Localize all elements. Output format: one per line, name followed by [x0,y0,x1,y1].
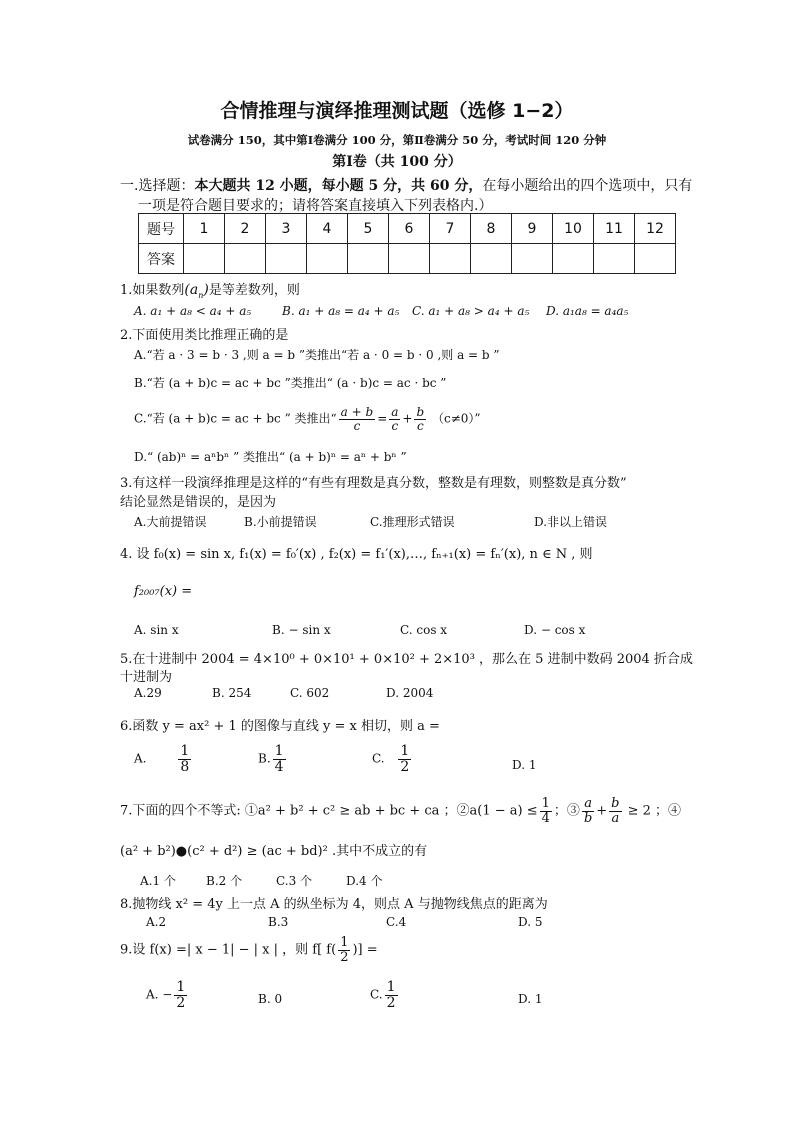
answer-cell[interactable] [512,244,553,274]
q3-option-a: A.大前提错误 [134,515,207,529]
q7-option-b: B.2 个 [206,874,243,888]
question-5-line1: 5.在十进制中 2004 = 4×10⁰ + 0×10¹ + 0×10² + 2×10³ ，那么在 5 进制中数码 2004 折合成 [120,652,693,667]
answer-table-number-row [139,214,676,244]
exam-subtitle: 试卷满分 150，其中第Ⅰ卷满分 100 分，第Ⅱ卷满分 50 分，考试时间 120 分钟 [187,133,607,147]
table-header-answer: 答案 [139,244,184,274]
table-number-cell: 9 [512,214,553,244]
q5-option-b: B. 254 [212,686,252,700]
q7-fraction-2: $\frac{a}{b}$ [583,796,593,826]
q2-option-a: A.“若 a · 3 = b · 3 ,则 a = b ”类推出“若 a · 0 = b · 0 ,则 a = b ” [134,348,500,362]
q8-option-a: A.2 [146,915,167,929]
q2-c-text: C.“若 (a + b)c = ac + bc ” 类推出“ [134,411,337,426]
question-9-stem [120,936,378,964]
q3-option-d: D.非以上错误 [534,515,608,529]
q7-option-d: D.4 个 [346,874,383,888]
q2-option-b: B.“若 (a + b)c = ac + bc ”类推出“ (a · b)c = ac · bc ” [134,376,447,390]
q6-c-label: C. [372,751,385,766]
table-number-cell: 1 [184,214,225,244]
question-7-line1: 7.下面的四个不等式: ①a² + b² + c² ≥ ab + bc + ca ；②a(1 − a) ≤ $\frac{1}{4}$ ；③ $\frac{a}{b}$ + $\frac{b}{a}$ ≥ 2 ；④ [120,796,682,826]
q1-option-c: C. a₁ + a₈ > a₄ + a₅ [412,304,530,318]
table-number-cell: 10 [553,214,594,244]
table-number-cell: 2 [225,214,266,244]
q1-stem-text: 1.如果数列 [120,283,185,298]
table-number-cell: 8 [471,214,512,244]
q1-sequence-symbol: $(a_n)$ [184,282,209,300]
q5-option-a: A.29 [134,686,162,700]
q6-option-a [134,744,193,774]
q2-option-d: D.“ (ab)ⁿ = aⁿbⁿ ” 类推出“ (a + b)ⁿ = aⁿ + bⁿ ” [134,450,407,464]
table-number-cell: 12 [635,214,676,244]
q4-option-d: D. − cos x [524,623,586,637]
answer-table [138,213,676,274]
q7-option-a: A.1 个 [140,874,176,888]
q4-option-c: C. cos x [400,623,448,637]
q7-fraction-3: $\frac{b}{a}$ [611,796,620,826]
q2-c-text-end: （c≠0）” [428,411,481,426]
q8-option-c: C.4 [386,915,407,929]
q4-option-b: B. − sin x [272,623,331,637]
q9-option-d: D. 1 [518,992,543,1006]
table-number-cell: 5 [348,214,389,244]
table-number-cell: 4 [307,214,348,244]
answer-cell[interactable] [635,244,676,274]
q6-option-c [372,744,413,774]
q7-text-a: 7.下面的四个不等式: ①a² + b² + c² ≥ ab + bc + ca ；②a(1 − a) ≤ [120,803,538,819]
question-4-line1: 4. 设 f₀(x) = sin x, f₁(x) = f₀′(x) , f₂(x) = f₁′(x),…, fₙ₊₁(x) = fₙ′(x), n ∈ N , 则 [120,547,593,562]
q9-option-a [146,980,189,1010]
q7-text-c: ≥ 2 ；④ [623,803,682,819]
q9-text-b: )] = [352,942,378,958]
question-6-stem: 6.函数 y = ax² + 1 的图像与直线 y = x 相切，则 a = [120,719,440,734]
section-instruction-line1 [120,175,692,195]
answer-cell[interactable] [348,244,389,274]
q6-a-fraction: $\frac{1}{8}$ [180,743,190,775]
q1-stem-text-end: 是等差数列，则 [208,283,300,298]
q9-c-label: C. [370,987,383,1002]
answer-cell[interactable] [225,244,266,274]
answer-cell[interactable] [594,244,635,274]
q9-a-label: A. − [146,987,173,1002]
q6-a-label: A. [134,751,147,766]
q8-option-b: B.3 [268,915,289,929]
q4-option-a: A. sin x [134,623,179,637]
q9-option-b: B. 0 [258,992,283,1006]
section-instruction-line2: 一项是符合题目要求的；请将答案直接填入下列表格内.） [138,198,493,214]
q6-b-label: B. [258,751,271,766]
answer-cell[interactable] [184,244,225,274]
q9-c-fraction: $\frac{1}{2}$ [386,979,396,1011]
q3-option-c: C.推理形式错误 [370,515,455,529]
q1-option-d: D. a₁a₈ = a₄a₅ [546,304,629,318]
section-bold-text: 本大题共 12 小题，每小题 5 分，共 60 分， [194,178,483,194]
q9-option-c [370,980,400,1010]
q6-option-b [258,744,288,774]
part-heading: 第Ⅰ卷（共 100 分） [332,154,462,170]
question-3-line2: 结论显然是错误的，是因为 [120,495,277,510]
table-header-number: 题号 [139,214,184,244]
answer-cell[interactable] [307,244,348,274]
q6-c-fraction: $\frac{1}{2}$ [400,743,410,775]
answer-cell[interactable] [553,244,594,274]
q9-a-fraction: $\frac{1}{2}$ [176,979,186,1011]
table-number-cell: 11 [594,214,635,244]
q7-option-c: C.3 个 [276,874,313,888]
q7-fraction-1: $\frac{1}{4}$ [541,796,550,826]
q6-option-d: D. 1 [512,758,537,772]
answer-cell[interactable] [430,244,471,274]
question-4-line2: f₂₀₀₇(x) = [134,584,193,599]
section-rest-text: 在每小题给出的四个选项中，只有 [482,178,693,194]
q9-fraction: $\frac{1}{2}$ [340,935,349,965]
q2-option-c: C.“若 (a + b)c = ac + bc ” 类推出“ $\frac{a + b}{c}$ = $\frac{a}{c}$ + $\frac{b}{c}$ （c≠0）” [134,405,481,433]
q7-text-b: ；③ [553,803,580,819]
question-8-stem: 8.抛物线 x² = 4y 上一点 A 的纵坐标为 4，则点 A 与抛物线焦点的距离为 [120,897,548,912]
q3-option-b: B.小前提错误 [244,515,317,529]
q2-c-fraction-2: $\frac{a}{c}$ [391,405,399,433]
q6-b-fraction: $\frac{1}{4}$ [274,743,284,775]
q5-option-d: D. 2004 [386,686,434,700]
question-1-stem [120,279,300,300]
answer-cell[interactable] [389,244,430,274]
table-number-cell: 7 [430,214,471,244]
question-3-line1: 3.有这样一段演绎推理是这样的“有些有理数是真分数，整数是有理数，则整数是真分数” [120,476,627,491]
section-prefix: 一.选择题： [120,178,195,194]
question-5-line2: 十进制为 [120,670,173,685]
exam-title: 合情推理与演绎推理测试题（选修 1−2） [220,100,574,122]
answer-table-answer-row [139,244,676,274]
q1-option-a: A. a₁ + a₈ < a₄ + a₅ [134,304,252,318]
answer-cell[interactable] [471,244,512,274]
q8-option-d: D. 5 [518,915,543,929]
table-number-cell: 6 [389,214,430,244]
question-2-stem: 2.下面使用类比推理正确的是 [120,328,289,343]
answer-cell[interactable] [266,244,307,274]
table-number-cell: 3 [266,214,307,244]
q1-option-b: B. a₁ + a₈ = a₄ + a₅ [282,304,400,318]
question-7-line2: (a² + b²)●(c² + d²) ≥ (ac + bd)² .其中不成立的有 [120,844,428,859]
q9-text-a: 9.设 f(x) =| x − 1| − | x | ，则 f[ f( [120,942,337,958]
q5-option-c: C. 602 [290,686,330,700]
q2-c-fraction-1: $\frac{a + b}{c}$ [340,405,374,433]
q2-c-fraction-3: $\frac{b}{c}$ [416,405,425,433]
